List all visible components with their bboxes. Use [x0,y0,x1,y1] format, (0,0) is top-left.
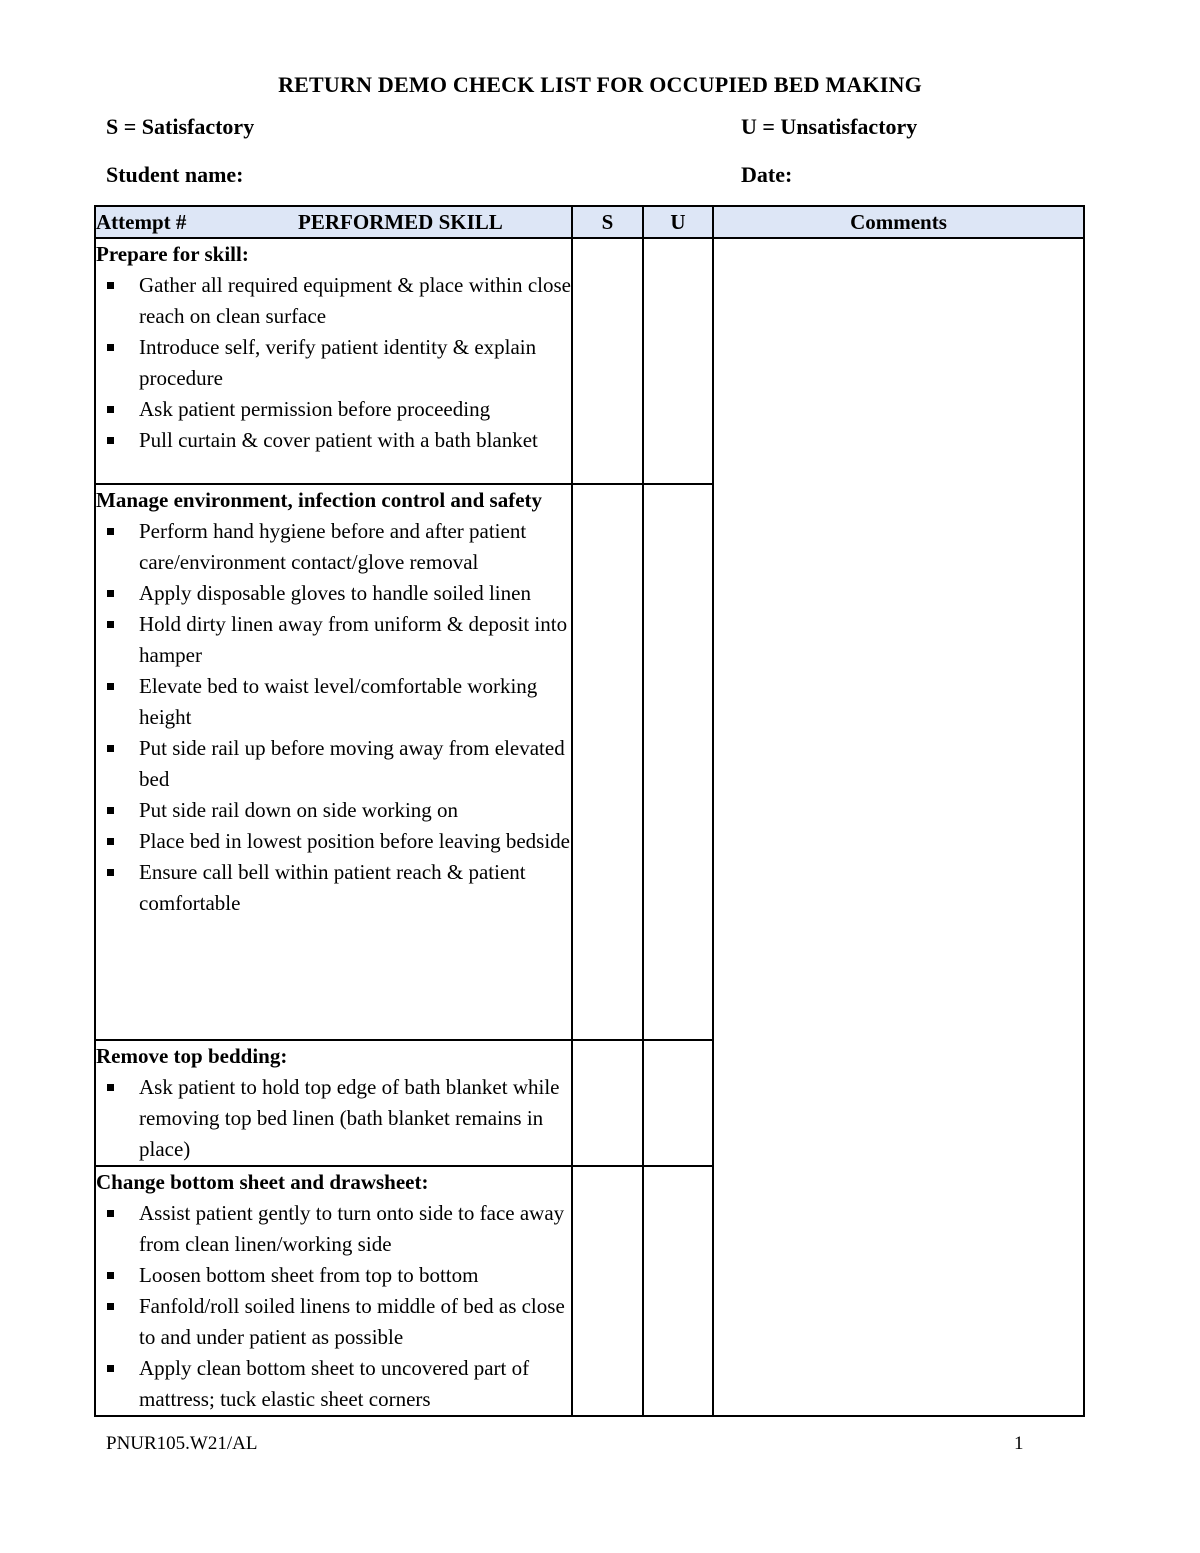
list-item: Place bed in lowest position before leaving bedside [96,826,571,857]
list-item: Ensure call bell within patient reach & patient comfortable [96,857,571,919]
list-item: Hold dirty linen away from uniform & deposit into hamper [96,609,571,671]
date-label: Date: [741,162,793,187]
skill-cell [95,1040,572,1166]
u-checkbox-cell[interactable] [643,1166,713,1416]
s-checkbox-cell[interactable] [572,238,643,484]
section-title: Manage environment, infection control and safety [96,488,543,512]
list-item: Put side rail up before moving away from elevated bed [96,733,571,795]
skill-list [96,516,571,919]
s-checkbox-cell[interactable] [572,1040,643,1166]
skill-cell [95,1166,572,1416]
skill-list [96,1198,571,1415]
list-item: Apply clean bottom sheet to uncovered part of mattress; tuck elastic sheet corners [96,1353,571,1415]
section-title: Change bottom sheet and drawsheet: [96,1170,429,1194]
page-number: 1 [1014,1433,1024,1454]
s-checkbox-cell[interactable] [572,484,643,1040]
section-title: Prepare for skill: [96,242,249,266]
s-header: S [572,206,643,238]
skill-cell [95,484,572,1040]
section-title: Remove top bedding: [96,1044,288,1068]
document-code: PNUR105.W21/AL [106,1433,258,1454]
comments-header: Comments [713,206,1084,238]
comments-cell[interactable] [713,238,1084,1416]
list-item: Gather all required equipment & place within close reach on clean surface [96,270,571,332]
list-item: Perform hand hygiene before and after patient care/environment contact/glove removal [96,516,571,578]
skill-list [96,270,571,456]
list-item: Introduce self, verify patient identity & explain procedure [96,332,571,394]
list-item: Ask patient to hold top edge of bath blanket while removing top bed linen (bath blanket remains in place) [96,1072,571,1165]
skill-list [96,1072,571,1165]
list-item: Loosen bottom sheet from top to bottom [96,1260,571,1291]
list-item: Elevate bed to waist level/comfortable working height [96,671,571,733]
legend-unsatisfactory: U = Unsatisfactory [741,114,918,139]
u-header: U [643,206,713,238]
list-item: Fanfold/roll soiled linens to middle of bed as close to and under patient as possible [96,1291,571,1353]
list-item: Apply disposable gloves to handle soiled linen [96,578,571,609]
checklist-table [94,205,1085,1417]
table-row [95,238,1084,484]
legend-satisfactory: S = Satisfactory [106,114,255,139]
u-checkbox-cell[interactable] [643,484,713,1040]
s-checkbox-cell[interactable] [572,1166,643,1416]
list-item: Pull curtain & cover patient with a bath blanket [96,425,571,456]
attempt-header: Attempt # [96,210,187,234]
fields-row [106,162,1006,188]
u-checkbox-cell[interactable] [643,1040,713,1166]
skill-header [95,206,572,238]
list-item: Assist patient gently to turn onto side to face away from clean linen/working side [96,1198,571,1260]
student-name-label: Student name: [106,162,244,187]
list-item: Ask patient permission before proceeding [96,394,571,425]
performed-skill-header: PERFORMED SKILL [298,210,503,234]
legend-row [106,114,1006,140]
u-checkbox-cell[interactable] [643,238,713,484]
skill-cell [95,238,572,484]
document-title: RETURN DEMO CHECK LIST FOR OCCUPIED BED MAKING [278,72,922,97]
table-header-row [95,206,1084,238]
list-item: Put side rail down on side working on [96,795,571,826]
